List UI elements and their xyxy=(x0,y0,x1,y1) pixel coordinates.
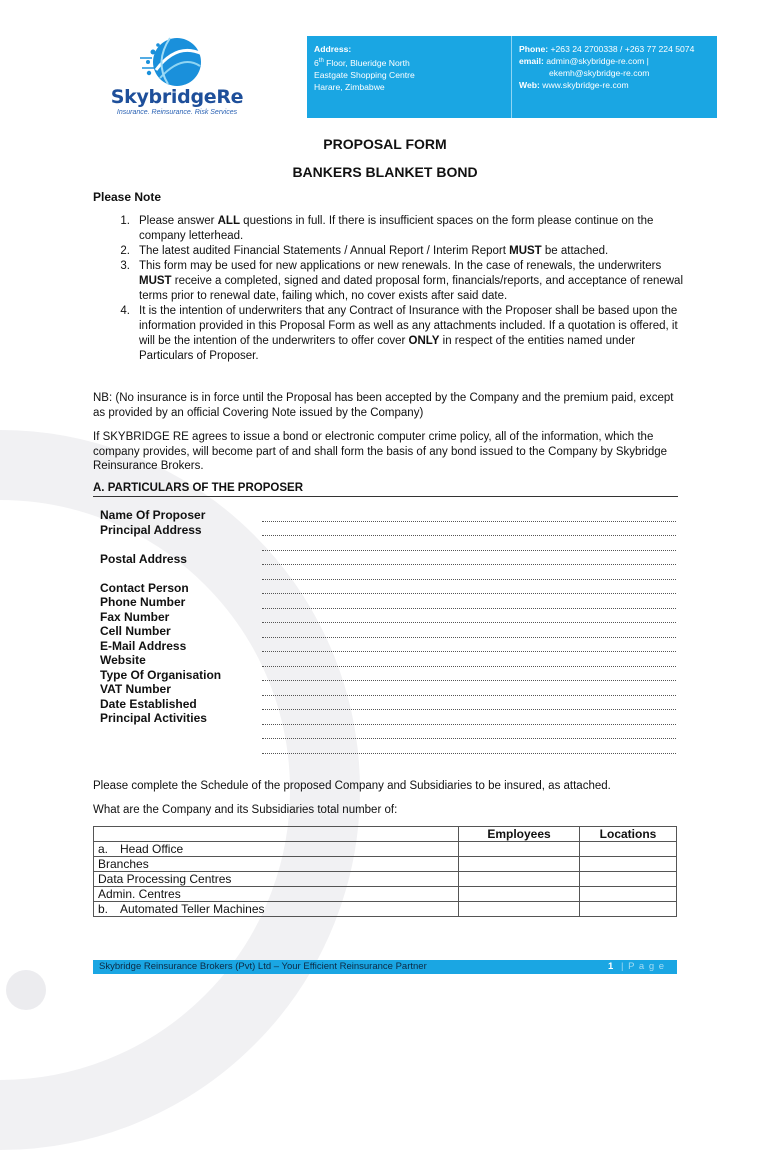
address-floor-suffix: th xyxy=(318,58,324,64)
field-label-email-address: E-Mail Address xyxy=(100,638,187,653)
date-established-field[interactable] xyxy=(262,709,676,710)
table-row-label xyxy=(94,857,459,872)
address-floor-rest: Floor, Blueridge North xyxy=(323,57,410,68)
principal-activities-field-3[interactable] xyxy=(262,753,676,754)
postal-address-field-2[interactable] xyxy=(262,579,676,580)
form-subtitle: BANKERS BLANKET BOND xyxy=(292,164,478,180)
table-row-label xyxy=(94,842,459,857)
principal-address-field-1[interactable] xyxy=(262,535,676,536)
vat-number-field[interactable] xyxy=(262,695,676,696)
row-label: Automated Teller Machines xyxy=(120,902,265,916)
field-label-postal-address: Postal Address xyxy=(100,551,187,566)
field-label-date-established: Date Established xyxy=(100,696,197,711)
contact-header-band xyxy=(307,36,717,118)
note-emphasis: MUST xyxy=(509,245,542,257)
note-number: 2. xyxy=(120,245,130,257)
note-text xyxy=(139,304,683,364)
address-line-3: Harare, Zimbabwe xyxy=(314,81,385,92)
email-label: email: xyxy=(519,56,544,66)
note-text xyxy=(139,214,683,244)
address-block xyxy=(314,43,504,93)
subsidiaries-table xyxy=(93,826,677,917)
page-number: 1 xyxy=(608,961,614,972)
address-floor-number: 6 xyxy=(314,57,319,68)
note-text-a: This form may be used for new applications or new renewals. In the case of renewals, the underwriters xyxy=(139,260,662,272)
web-line xyxy=(519,79,714,91)
postal-address-field-1[interactable] xyxy=(262,564,676,565)
phone-line xyxy=(519,43,714,55)
table-row xyxy=(94,902,677,917)
note-item xyxy=(93,259,683,304)
table-header-locations: Locations xyxy=(580,827,677,842)
row-prefix: a. xyxy=(98,842,109,856)
note-text-a: Please answer xyxy=(139,215,218,227)
table-row xyxy=(94,857,677,872)
note-text-a: It is the intention of underwriters that any Contract of Insurance with the Proposer shall be based upon the information provided in this Proposal Form as well as any attachments included. If a quotation is offered, it will be the intention of the underwriters to offer cover xyxy=(139,305,678,347)
employees-cell[interactable] xyxy=(459,902,580,917)
note-number: 1. xyxy=(120,215,130,227)
note-text-c: questions in full. If there is insufficient spaces on the form please continue on the company letterhead. xyxy=(139,215,654,242)
principal-activities-field-2[interactable] xyxy=(262,738,676,739)
field-label-cell-number: Cell Number xyxy=(100,624,171,638)
address-line-2: Eastgate Shopping Centre xyxy=(314,69,415,80)
contact-block xyxy=(519,43,714,91)
employees-cell[interactable] xyxy=(459,887,580,902)
employees-cell[interactable] xyxy=(459,872,580,887)
phone-number-field[interactable] xyxy=(262,608,676,609)
field-label-phone-number: Phone Number xyxy=(100,595,186,609)
page-word: | P a g e xyxy=(621,961,666,972)
type-of-organisation-field[interactable] xyxy=(262,680,676,681)
field-label-contact-person: Contact Person xyxy=(100,580,189,595)
email-line xyxy=(519,55,714,67)
note-emphasis: ONLY xyxy=(408,335,440,347)
note-text-c: in respect of the entities named under Particulars of Proposer. xyxy=(139,335,636,362)
phone-label: Phone: xyxy=(519,44,549,54)
website-field[interactable] xyxy=(262,666,676,667)
note-emphasis: MUST xyxy=(139,275,172,287)
page-footer xyxy=(93,960,677,974)
note-text-a: The latest audited Financial Statements / Annual Report / Interim Report xyxy=(139,245,510,257)
field-label-name-of-proposer: Name Of Proposer xyxy=(100,508,206,522)
cell-number-field[interactable] xyxy=(262,637,676,638)
table-header-row xyxy=(94,827,677,842)
table-header-employees: Employees xyxy=(459,827,580,842)
note-number: 4. xyxy=(120,305,130,317)
email-address-field[interactable] xyxy=(262,651,676,652)
web-link[interactable]: www.skybridge-re.com xyxy=(539,80,629,90)
locations-cell[interactable] xyxy=(580,872,677,887)
table-header-blank xyxy=(94,827,459,842)
row-prefix: b. xyxy=(98,902,109,916)
form-title: PROPOSAL FORM xyxy=(323,136,447,152)
phone-value: +263 24 2700338 / +263 77 224 5074 xyxy=(548,44,695,54)
locations-cell[interactable] xyxy=(580,887,677,902)
email-link-admin[interactable]: admin@skybridge-re.com | xyxy=(543,56,649,66)
table-row-label xyxy=(94,872,459,887)
nb-paragraph: NB: (No insurance is in force until the Proposal has been accepted by the Company and the premium paid, except as provided by an official Covering Note issued by the Company) xyxy=(93,392,674,419)
note-item xyxy=(93,304,683,364)
field-label-principal-activities: Principal Activities xyxy=(100,711,207,725)
subsidiaries-question: What are the Company and its Subsidiaries total number of: xyxy=(93,804,398,816)
schedule-instruction: Please complete the Schedule of the proposed Company and Subsidiaries to be insured, as attached. xyxy=(93,780,611,792)
row-label: Data Processing Centres xyxy=(98,872,232,886)
footer-text: Skybridge Reinsurance Brokers (Pvt) Ltd – Your Efficient Reinsurance Partner xyxy=(99,961,427,972)
web-label: Web: xyxy=(519,80,540,90)
field-label-website: Website xyxy=(100,653,146,667)
note-item xyxy=(93,244,683,259)
logo-wordmark: SkybridgeRe xyxy=(110,86,244,108)
note-text xyxy=(139,259,683,304)
address-line-1 xyxy=(314,55,504,69)
note-text-c: receive a completed, signed and dated proposal form, financials/reports, and acceptance of renewal terms prior to renewal date, failing which, no cover exists after said date. xyxy=(139,275,684,302)
principal-activities-field-1[interactable] xyxy=(262,724,676,725)
contact-person-field[interactable] xyxy=(262,593,676,594)
bond-info-paragraph: If SKYBRIDGE RE agrees to issue a bond or electronic computer crime policy, all of the information, which the company provides, will become part of and shall form the basis of any bond issued to the Company by Skybridge Reinsurance Brokers. xyxy=(93,431,668,472)
table-row xyxy=(94,872,677,887)
please-note-heading: Please Note xyxy=(93,190,162,204)
notes-list xyxy=(93,214,683,364)
note-emphasis: ALL xyxy=(217,215,240,227)
locations-cell[interactable] xyxy=(580,857,677,872)
watermark-dot xyxy=(6,970,46,1010)
table-row xyxy=(94,842,677,857)
field-label-vat-number: VAT Number xyxy=(100,682,171,696)
principal-address-field-2[interactable] xyxy=(262,550,676,551)
table-row-label xyxy=(94,887,459,902)
row-label: Admin. Centres xyxy=(98,887,181,901)
table-row-label xyxy=(94,902,459,917)
employees-cell[interactable] xyxy=(459,842,580,857)
locations-cell[interactable] xyxy=(580,902,677,917)
address-label: Address: xyxy=(314,44,352,54)
field-label-fax-number: Fax Number xyxy=(100,609,170,624)
employees-cell[interactable] xyxy=(459,857,580,872)
note-text-c: be attached. xyxy=(541,245,609,257)
section-a-heading: A. PARTICULARS OF THE PROPOSER xyxy=(93,482,678,497)
email-link-ekemh[interactable]: ekemh@skybridge-re.com xyxy=(549,68,650,78)
note-text xyxy=(139,244,683,259)
field-label-type-of-organisation: Type Of Organisation xyxy=(100,667,222,682)
name-of-proposer-field[interactable] xyxy=(262,521,676,522)
row-label: Branches xyxy=(98,857,149,871)
header-divider xyxy=(511,36,512,118)
field-label-principal-address: Principal Address xyxy=(100,522,202,537)
fax-number-field[interactable] xyxy=(262,622,676,623)
note-item xyxy=(93,214,683,244)
row-label: Head Office xyxy=(120,842,184,856)
table-row xyxy=(94,887,677,902)
locations-cell[interactable] xyxy=(580,842,677,857)
note-number: 3. xyxy=(120,260,130,272)
logo-tagline: Insurance. Reinsurance. Risk Services xyxy=(116,109,238,116)
